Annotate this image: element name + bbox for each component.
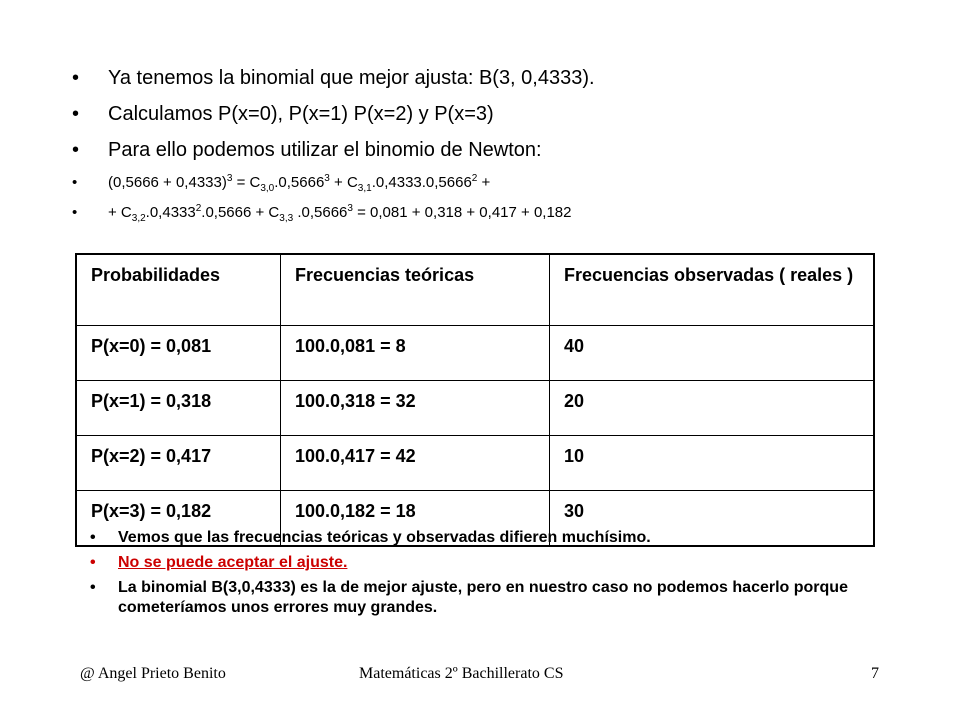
bullet-conclusion-reject bbox=[90, 553, 890, 573]
footer-page-number: 7 bbox=[871, 665, 879, 682]
bullet-dot: • bbox=[72, 174, 78, 191]
bullet-dot: • bbox=[72, 67, 80, 89]
bullet-formula-1 bbox=[72, 168, 932, 198]
bullet-text: Vemos que las frecuencias teóricas y observadas difieren muchísimo. bbox=[118, 529, 651, 546]
bullet-text: Para ello podemos utilizar el binomio de Newton: bbox=[108, 139, 542, 161]
footer-author: @ Angel Prieto Benito bbox=[80, 665, 226, 682]
footer-course: Matemáticas 2º Bachillerato CS bbox=[359, 665, 564, 682]
table-cell: 100.0,417 = 42 bbox=[281, 436, 550, 491]
table-cell: 30 bbox=[550, 491, 875, 547]
bullet-dot: • bbox=[72, 139, 80, 161]
bullet-text: Calculamos P(x=0), P(x=1) P(x=2) y P(x=3) bbox=[108, 103, 494, 125]
bullet-text-highlighted: No se puede aceptar el ajuste. bbox=[118, 554, 348, 571]
bullet-calculamos bbox=[72, 96, 932, 132]
formula-line-2: + $C_{3,2}.0,4333^2.0,5666 + C_{3,3}$ $.0,5666^3 = 0,081 + 0,318 + 0,417 + 0,182$ bbox=[108, 203, 572, 224]
table-cell: P(x=3) = 0,182 bbox=[76, 491, 281, 547]
bullet-dot: • bbox=[90, 579, 96, 596]
table-cell: P(x=0) = 0,081 bbox=[76, 326, 281, 381]
table-cell: 40 bbox=[550, 326, 875, 381]
bullet-newton bbox=[72, 132, 932, 168]
header-frecuencias-teoricas: Frecuencias teóricas bbox=[281, 254, 550, 326]
bullet-formula-2 bbox=[72, 198, 932, 228]
table-row bbox=[76, 326, 874, 381]
table-cell: P(x=2) = 0,417 bbox=[76, 436, 281, 491]
bullet-dot: • bbox=[90, 529, 96, 546]
table-header-row bbox=[76, 254, 874, 326]
table-cell: 20 bbox=[550, 381, 875, 436]
frequency-table bbox=[75, 253, 875, 547]
table-cell: 100.0,182 = 18 bbox=[281, 491, 550, 547]
header-frecuencias-observadas: Frecuencias observadas ( reales ) bbox=[550, 254, 875, 326]
bullet-conclusion-errors bbox=[90, 578, 890, 618]
bullet-dot: • bbox=[90, 554, 96, 571]
bullet-text: Ya tenemos la binomial que mejor ajusta: B(3, 0,4333). bbox=[108, 67, 595, 89]
bullet-conclusion-differ bbox=[90, 528, 890, 548]
header-probabilidades: Probabilidades bbox=[76, 254, 281, 326]
bullet-binomial bbox=[72, 60, 932, 96]
table-cell: 10 bbox=[550, 436, 875, 491]
table-row bbox=[76, 381, 874, 436]
top-bullet-list bbox=[72, 60, 932, 228]
table-cell: 100.0,318 = 32 bbox=[281, 381, 550, 436]
bullet-dot: • bbox=[72, 103, 80, 125]
table-row bbox=[76, 436, 874, 491]
bullet-dot: • bbox=[72, 204, 78, 221]
table-cell: 100.0,081 = 8 bbox=[281, 326, 550, 381]
bullet-text: La binomial B(3,0,4333) es la de mejor ajuste, pero en nuestro caso no podemos hacerlo porque cometeríamos unos errores muy grandes. bbox=[118, 579, 848, 616]
bottom-bullet-list bbox=[90, 528, 890, 623]
formula-line-1: $(0,5666 + 0,4333)^3 = C_{3,0}.0,5666^3 + C_{3,1}.0,4333.0,5666^2$ + bbox=[108, 173, 491, 194]
table-cell: P(x=1) = 0,318 bbox=[76, 381, 281, 436]
